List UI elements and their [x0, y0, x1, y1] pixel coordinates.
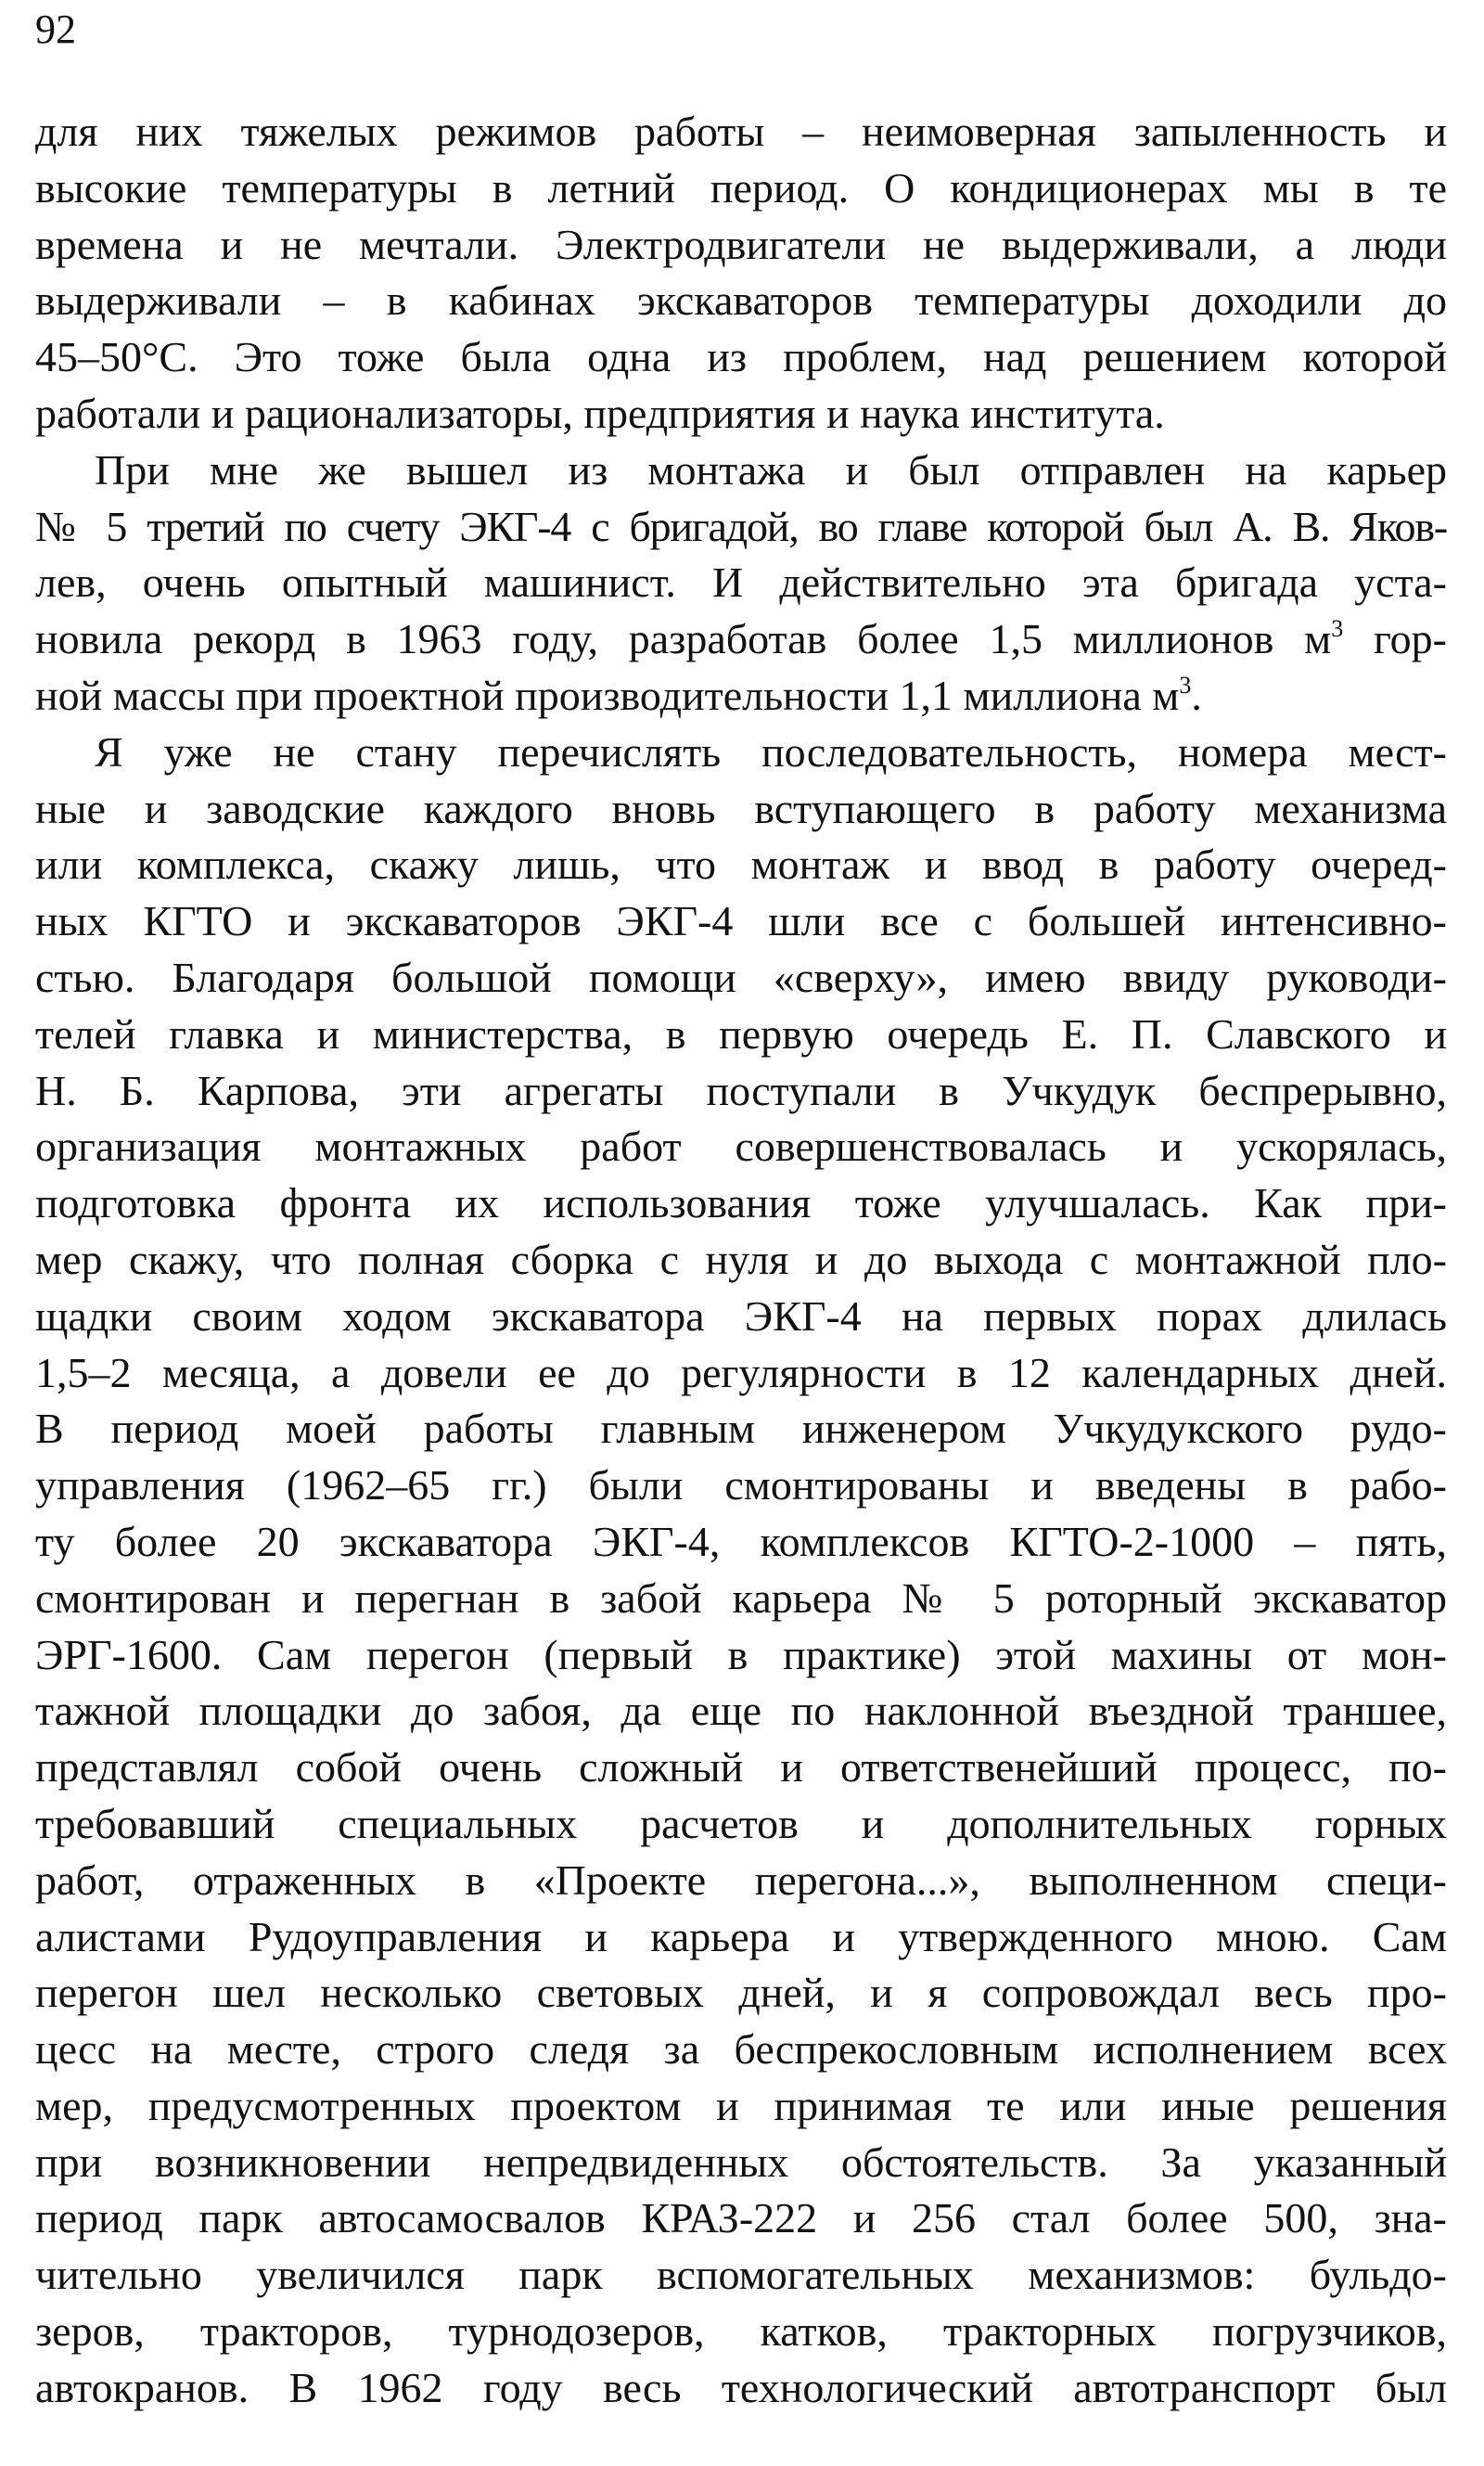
text-line-with-superscript	[35, 611, 1447, 668]
paragraph-3	[35, 725, 1447, 2417]
line-text: ной массы при проектной производительности 1,1 миллиона м	[35, 671, 1180, 719]
text-line: алистами Рудоуправления и карьера и утвержденного мною. Сам	[35, 1912, 1447, 1960]
line-tail: .	[1191, 671, 1202, 719]
superscript: 3	[1179, 671, 1192, 699]
text-line: щадки своим ходом экскаватора ЭКГ-4 на первых порах длилась	[35, 1291, 1447, 1340]
text-line: для них тяжелых режимов работы – неимоверная запыленность и	[35, 108, 1447, 155]
text-line: 45–50°С. Это тоже была одна из проблем, над решением которой	[35, 333, 1447, 381]
paragraph-2	[35, 443, 1447, 725]
text-line: времена и не мечтали. Электродвигатели не выдерживали, а люди	[35, 220, 1447, 268]
text-line: ту более 20 экскаватора ЭКГ-4, комплексов КГТО-2-1000 – пять,	[35, 1517, 1447, 1565]
text-line: представлял собой очень сложный и ответственейший процесс, по-	[35, 1743, 1447, 1792]
text-line: зеров, тракторов, турнодозеров, катков, тракторных погрузчиков,	[35, 2307, 1447, 2356]
text-line: Я уже не стану перечислять последовательность, номера мест-	[95, 727, 1447, 776]
text-line: смонтирован и перегнан в забой карьера № 5 роторный экскаватор	[35, 1573, 1447, 1622]
text-line: 1,5–2 месяца, а довели ее до регулярности в 12 календарных дней.	[35, 1348, 1447, 1396]
line-tail: гор-	[1343, 615, 1447, 663]
text-line: работ, отраженных в «Проекте перегона...», выполненном специ-	[35, 1856, 1447, 1904]
text-line: при возникновении непредвиденных обстоятельств. За указанный	[35, 2138, 1447, 2186]
text-line: При мне же вышел из монтажа и был отправлен на карьер	[95, 445, 1447, 494]
text-line: тажной площадки до забоя, да еще по наклонной въездной траншее,	[35, 1687, 1447, 1735]
text-line: управления (1962–65 гг.) были смонтированы и введены в рабо-	[35, 1461, 1447, 1509]
text-line: телей главка и министерства, в первую очередь Е. П. Славского и	[35, 1009, 1447, 1058]
text-line-with-superscript	[35, 668, 1447, 725]
text-line: лев, очень опытный машинист. И действительно эта бригада уста-	[35, 559, 1447, 607]
text-line: В период моей работы главным инженером Учкудукского рудо-	[35, 1405, 1447, 1453]
page-number: 92	[35, 6, 76, 52]
text-line: ных КГТО и экскаваторов ЭКГ-4 шли все с большей интенсивно-	[35, 897, 1447, 945]
text-line: мер скажу, что полная сборка с нуля и до выхода с монтажной пло-	[35, 1235, 1447, 1283]
text-line: чительно увеличился парк вспомогательных механизмов: бульдо-	[35, 2251, 1447, 2299]
superscript: 3	[1331, 615, 1344, 643]
text-line: работали и рационализаторы, предприятия и наука института.	[35, 389, 1165, 437]
text-line: перегон шел несколько световых дней, и я сопровождал весь про-	[35, 1969, 1447, 2017]
line-text: новила рекорд в 1963 году, разработав более 1,5 миллионов м	[35, 615, 1332, 663]
text-line: период парк автосамосвалов КРАЗ-222 и 256 стал более 500, зна-	[35, 2194, 1447, 2242]
text-line: выдерживали – в кабинах экскаваторов температуры доходили до	[35, 276, 1447, 325]
body-text	[35, 104, 1447, 2417]
text-line: Н. Б. Карпова, эти агрегаты поступали в Учкудук беспрерывно,	[35, 1066, 1447, 1114]
paragraph-1	[35, 104, 1447, 443]
text-line: стью. Благодаря большой помощи «сверху», имею ввиду руководи-	[35, 953, 1447, 1001]
text-line: высокие температуры в летний период. О кондиционерах мы в те	[35, 163, 1447, 212]
text-line: подготовка фронта их использования тоже улучшалась. Как при-	[35, 1179, 1447, 1227]
text-line: автокранов. В 1962 году весь технологический автотранспорт был	[35, 2363, 1447, 2411]
text-line: ЭРГ-1600. Сам перегон (первый в практике) этой махины от мон-	[35, 1630, 1447, 1678]
text-line: ные и заводские каждого вновь вступающего в работу механизма	[35, 784, 1447, 832]
text-line: № 5 третий по счету ЭКГ-4 с бригадой, во главе которой был А. В. Яков-	[35, 502, 1447, 550]
text-line: мер, предусмотренных проектом и принимая те или иные решения	[35, 2081, 1447, 2129]
text-line: организация монтажных работ совершенствовалась и ускорялась,	[35, 1123, 1447, 1171]
text-line: цесс на месте, строго следя за беспрекословным исполнением всех	[35, 2025, 1447, 2074]
text-line: требовавший специальных расчетов и дополнительных горных	[35, 1799, 1447, 1847]
text-line: или комплекса, скажу лишь, что монтаж и ввод в работу очеред-	[35, 841, 1447, 889]
